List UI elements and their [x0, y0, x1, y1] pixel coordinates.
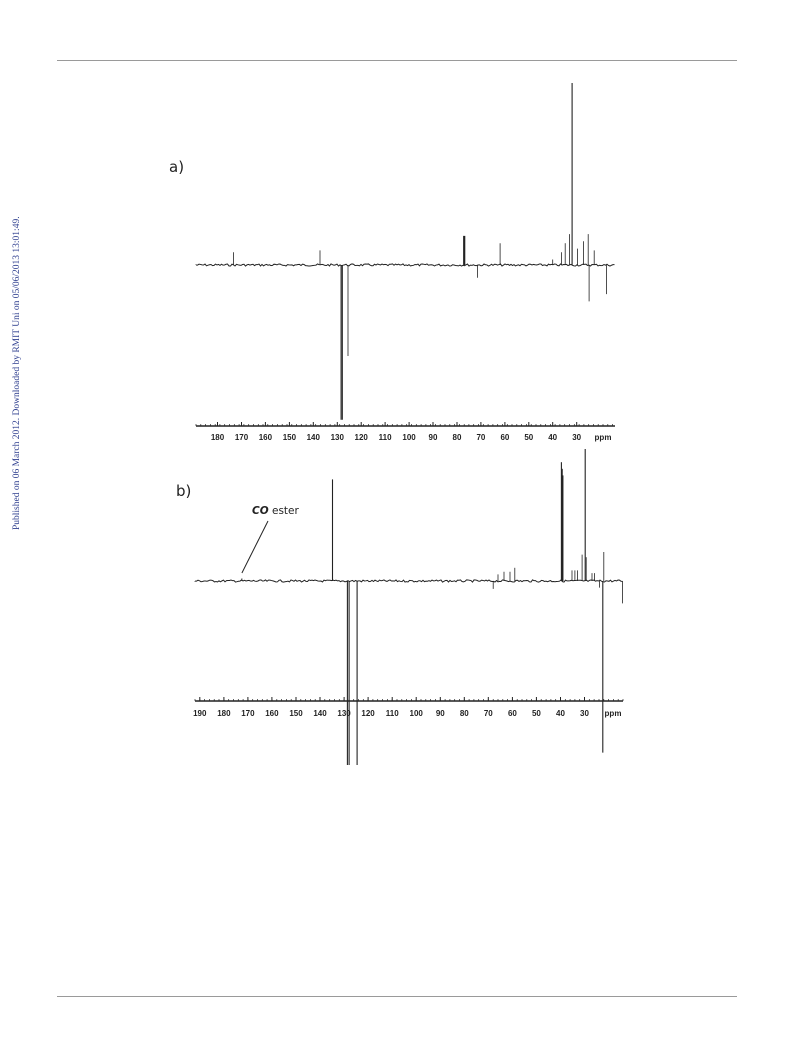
tick-label: 120 — [361, 709, 375, 718]
tick-label: 190 — [193, 709, 207, 718]
tick-label: 30 — [580, 709, 589, 718]
baseline-trace — [196, 264, 615, 266]
tick-label: 70 — [483, 709, 493, 718]
tick-label: 130 — [337, 709, 351, 718]
tick-label: 50 — [531, 709, 541, 718]
tick-label: 60 — [507, 709, 517, 718]
tick-label: 120 — [354, 433, 368, 442]
co-ester-annotation-text: ester — [268, 505, 299, 517]
axis-unit-label: ppm — [594, 433, 612, 442]
tick-label: 150 — [289, 709, 303, 718]
tick-label: 110 — [378, 433, 392, 442]
axis-unit-label: ppm — [604, 709, 622, 718]
tick-label: 160 — [265, 709, 279, 718]
tick-label: 90 — [428, 433, 438, 442]
tick-label: 170 — [234, 433, 249, 442]
tick-label: 160 — [258, 433, 273, 442]
panel-label-b: b) — [176, 482, 192, 500]
tick-label: 140 — [306, 433, 320, 442]
tick-label: 150 — [282, 433, 297, 442]
download-watermark: Published on 06 March 2012. Downloaded by RMIT Uni on 05/06/2013 13:01:49. — [12, 216, 22, 530]
tick-label: 170 — [241, 709, 255, 718]
tick-label: 70 — [476, 433, 486, 442]
tick-label: 180 — [210, 433, 225, 442]
tick-label: 100 — [402, 433, 416, 442]
co-ester-annotation-bold: CO — [252, 505, 269, 517]
panel-label-a: a) — [169, 158, 185, 176]
tick-label: 110 — [385, 709, 399, 718]
tick-label: 90 — [435, 709, 445, 718]
tick-label: 60 — [500, 433, 510, 442]
tick-label: 180 — [217, 709, 231, 718]
tick-label: 30 — [572, 433, 582, 442]
spectrum-b — [193, 449, 623, 765]
tick-label: 140 — [313, 709, 327, 718]
tick-label: 40 — [556, 709, 565, 718]
spectrum-a — [196, 83, 615, 442]
tick-label: 50 — [524, 433, 534, 442]
baseline-trace — [195, 580, 623, 582]
tick-label: 130 — [330, 433, 344, 442]
tick-label: 80 — [459, 709, 469, 718]
tick-label: 80 — [452, 433, 462, 442]
annotation-pointer — [242, 521, 268, 573]
tick-label: 100 — [409, 709, 423, 718]
tick-label: 40 — [548, 433, 558, 442]
